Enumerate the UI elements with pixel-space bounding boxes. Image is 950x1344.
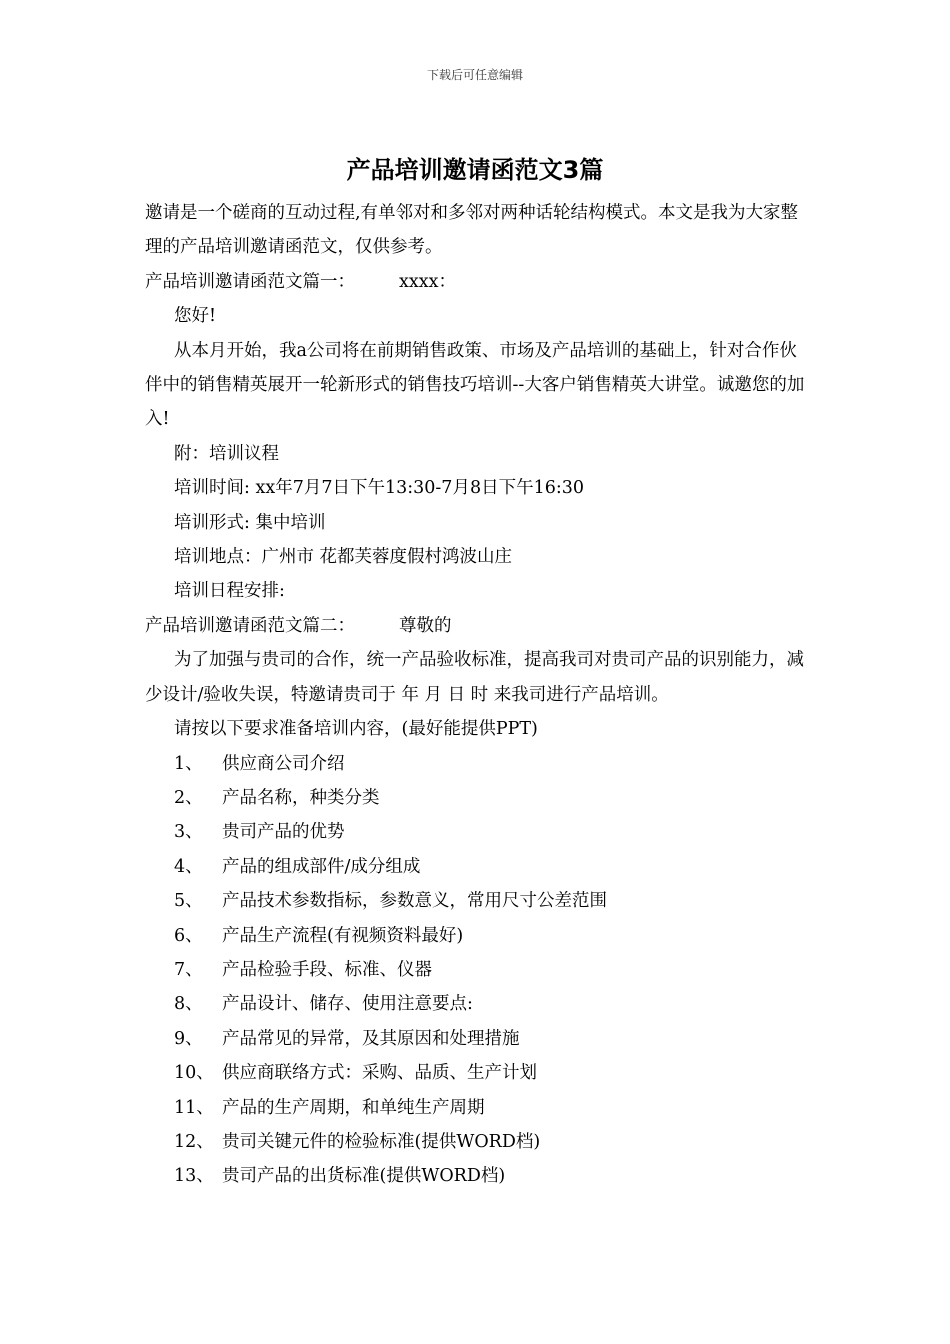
list-item-text: 产品设计、储存、使用注意要点: — [222, 994, 473, 1015]
list-item-number: 6、 — [174, 925, 203, 946]
section1-schedule: 培训日程安排: — [174, 581, 285, 602]
list-item-text: 产品的生产周期，和单纯生产周期 — [222, 1097, 485, 1118]
list-item-number: 8、 — [174, 994, 203, 1015]
list-item-number: 2、 — [174, 787, 203, 808]
list-item-text: 贵司关键元件的检验标准(提供WORD档) — [222, 1131, 541, 1152]
section1-heading: 产品培训邀请函范文篇一： — [145, 271, 355, 292]
section1-body: 从本月开始，我a公司将在前期销售政策、市场及产品培训的基础上，针对合作伙伴中的销售精英展开一轮新形式的销售技巧培训--大客户销售精英大讲堂。诚邀您的加入! — [145, 340, 805, 430]
list-item-text: 产品生产流程(有视频资料最好) — [222, 925, 464, 946]
list-item — [145, 1159, 810, 1193]
list-item-text: 产品技术参数指标，参数意义，常用尺寸公差范围 — [222, 891, 607, 912]
document-body — [145, 196, 810, 1194]
list-item-text: 供应商公司介绍 — [222, 753, 345, 774]
list-item-text: 供应商联络方式：采购、品质、生产计划 — [222, 1063, 537, 1084]
requirements-list — [145, 747, 810, 1194]
section1-greeting: 您好! — [174, 306, 217, 327]
list-item-text: 贵司产品的优势 — [222, 822, 345, 843]
section2-heading: 产品培训邀请函范文篇二： — [145, 615, 355, 636]
list-item — [145, 815, 810, 849]
section1-time: 培训时间: xx年7月7日下午13:30-7月8日下午16:30 — [174, 478, 585, 499]
list-item-number: 4、 — [174, 856, 203, 877]
list-item — [145, 781, 810, 815]
section2-recipient: 尊敬的 — [399, 615, 452, 636]
header-note: 下载后可任意编辑 — [426, 68, 523, 82]
list-item-number: 12、 — [174, 1131, 214, 1152]
list-item-number: 7、 — [174, 959, 203, 980]
list-item — [145, 1022, 810, 1056]
section2-request: 请按以下要求准备培训内容，(最好能提供PPT) — [174, 719, 538, 740]
list-item-number: 1、 — [174, 753, 203, 774]
section2-body: 为了加强与贵司的合作，统一产品验收标准，提高我司对贵司产品的识别能力，减少设计/验收失误，特邀请贵司于 年 月 日 时 来我司进行产品培训。 — [145, 650, 804, 705]
list-item — [145, 1091, 810, 1125]
list-item-text: 贵司产品的出货标准(提供WORD档) — [222, 1166, 506, 1187]
section2-heading-line — [145, 609, 810, 643]
list-item-number: 13、 — [174, 1166, 214, 1187]
intro-paragraph: 邀请是一个磋商的互动过程,有单邻对和多邻对两种话轮结构模式。本文是我为大家整理的产品培训邀请函范文，仅供参考。 — [145, 203, 799, 258]
section1-recipient: xxxx： — [399, 271, 456, 292]
list-item — [145, 987, 810, 1021]
list-item-text: 产品的组成部件/成分组成 — [222, 856, 421, 877]
list-item — [145, 1125, 810, 1159]
list-item-text: 产品常见的异常，及其原因和处理措施 — [222, 1028, 520, 1049]
list-item-number: 11、 — [174, 1097, 214, 1118]
list-item — [145, 747, 810, 781]
list-item-number: 9、 — [174, 1028, 203, 1049]
list-item — [145, 1056, 810, 1090]
list-item — [145, 953, 810, 987]
list-item-number: 3、 — [174, 822, 203, 843]
list-item — [145, 884, 810, 918]
document-title: 产品培训邀请函范文3篇 — [346, 156, 604, 184]
list-item-text: 产品名称，种类分类 — [222, 787, 380, 808]
list-item — [145, 850, 810, 884]
section1-form: 培训形式: 集中培训 — [174, 512, 326, 533]
list-item-number: 10、 — [174, 1063, 214, 1084]
section1-heading-line — [145, 265, 810, 299]
list-item-number: 5、 — [174, 891, 203, 912]
section1-attach: 附：培训议程 — [174, 443, 279, 464]
section1-place: 培训地点：广州市 花都芙蓉度假村鸿波山庄 — [174, 547, 513, 568]
list-item-text: 产品检验手段、标准、仪器 — [222, 959, 432, 980]
list-item — [145, 919, 810, 953]
